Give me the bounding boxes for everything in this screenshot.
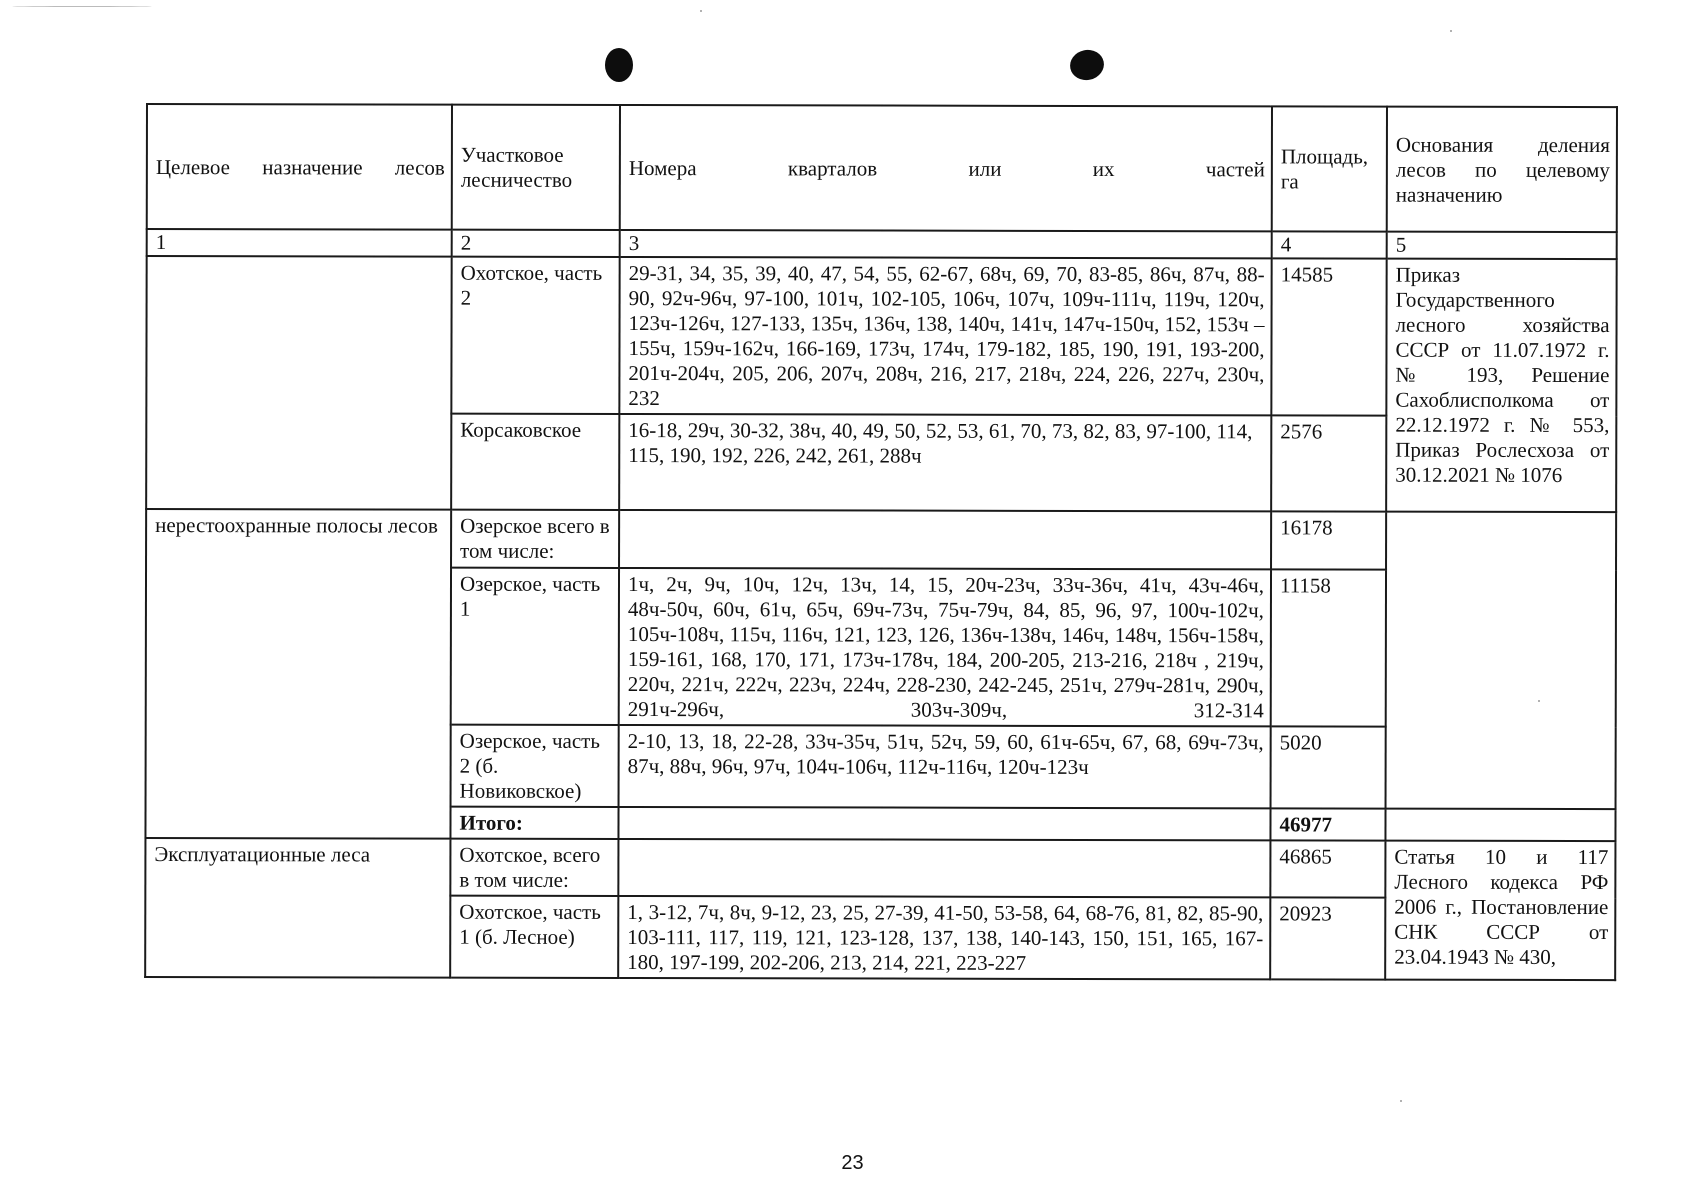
scan-speck [1450,30,1452,32]
page-number: 23 [841,1152,864,1174]
cell-area: 16178 [1271,511,1386,569]
cell-district: Озерское, часть 1 [451,568,619,725]
cell-basis: Приказ Государственного лесного хозяйства СССР от 11.07.1972 г. № 193, Решение Сахоблисполкома от 22.12.1972 г. № 553, Приказ Рослесхоза от 30.12.2021 № 1076 [1386,259,1617,512]
cell-basis: Статья 10 и 117 Лесного кодекса РФ 2006 г., Постановление СНК СССР от 23.04.1943 № 430, [1385,841,1615,980]
punch-hole-mark [605,48,633,82]
column-number-row [147,229,1617,259]
cell-purpose: Эксплуатационные леса [145,838,450,978]
cell-area: 46865 [1270,840,1385,897]
cell-purpose [146,256,452,510]
cell-quarters: 2-10, 13, 18, 22-28, 33ч-35ч, 51ч, 52ч, 59, 60, 61ч-65ч, 67, 68, 69ч-73ч, 87ч, 88ч, 96ч, 97ч, 104ч-106ч, 112ч-116ч, 120ч-123ч [619,725,1271,808]
cell-area: 5020 [1271,726,1386,808]
scan-speck [1400,1100,1402,1102]
cell-district: Озерское всего в том числе: [451,510,619,568]
cell-district: Озерское, часть 2 (б. Новиковское) [451,725,619,807]
cell-quarters [618,807,1270,840]
cell-quarters: 29-31, 34, 35, 39, 40, 47, 54, 55, 62-67, 68ч, 69, 70, 83-85, 86ч, 87ч, 88-90, 92ч-96ч, 97-100, 101ч, 102-105, 106ч, 107ч, 109ч-111ч, 119ч, 120ч, 123ч-126ч, 127-133, 135ч, 136ч, 138, 140ч, 141ч, 147ч-150ч, 152, 153ч – 155ч, 159ч-162ч, 166-169, 173ч, 174ч, 179-182, 185, 190, 191, 193-200, 201ч-204ч, 205, 206, 207ч, 208ч, 216, 217, 218ч, 224, 226, 227ч, 230ч, 232 [619,257,1271,415]
forest-purpose-table [144,103,1618,981]
cell-district: Охотское, часть 1 (б. Лесное) [450,896,618,978]
column-number: 2 [452,230,620,257]
cell-area: 14585 [1271,258,1386,415]
header-area: Площадь, га [1272,106,1387,231]
cell-total-area: 46977 [1270,808,1385,840]
column-number: 3 [620,230,1272,258]
cell-quarters: 1ч, 2ч, 9ч, 10ч, 12ч, 13ч, 14, 15, 20ч-23ч, 33ч-36ч, 41ч, 43ч-46ч, 48ч-50ч, 60ч, 61ч, 65ч, 69ч-73ч, 75ч-79ч, 84, 85, 96, 97, 100ч-102ч, 105ч-108ч, 115ч, 116ч, 121, 123, 126, 136ч-138ч, 146ч, 148ч, 156ч-158ч, 159-161, 168, 170, 171, 173ч-178ч, 184, 200-205, 213-216, 218ч , 219ч, 220ч, 221ч, 222ч, 223ч, 224ч, 228-230, 242-245, 251ч, 279ч-281ч, 290ч, 291ч-296ч, 303ч-309ч, 312-314 [619,568,1271,726]
header-quarters: Номера кварталов или их частей [620,105,1272,231]
punch-hole-mark [1067,47,1106,83]
cell-total-label: Итого: [450,807,618,839]
column-number: 4 [1272,231,1387,258]
scan-speck [700,10,702,12]
column-number: 1 [147,229,452,257]
cell-basis [1385,809,1615,841]
cell-basis [1386,512,1617,809]
cell-area: 11158 [1271,569,1386,726]
cell-quarters [619,510,1271,569]
table-row [146,509,1616,570]
cell-quarters [618,839,1270,897]
cell-area: 20923 [1270,897,1385,979]
cell-quarters: 1, 3-12, 7ч, 8ч, 9-12, 23, 25, 27-39, 41-50, 53-58, 64, 68-76, 81, 82, 85-90, 103-111, 117, 119, 121, 123-128, 137, 138, 140-143, 150, 151, 165, 167-180, 197-199, 202-206, 213, 214, 221, 223-227 [618,896,1270,979]
table-row [146,256,1616,416]
cell-quarters: 16-18, 29ч, 30-32, 38ч, 40, 49, 50, 52, 53, 61, 70, 73, 82, 83, 97-100, 114, 115, 190, 192, 226, 242, 261, 288ч [619,414,1271,511]
header-basis: Основания деления лесов по целевому назначению [1387,107,1617,232]
cell-area: 2576 [1271,415,1386,511]
scan-speck [12,6,152,7]
header-purpose: Целевое назначение лесов [147,104,452,230]
cell-district: Охотское, всего в том числе: [450,839,618,896]
table-row [145,838,1615,898]
cell-district: Охотское, часть 2 [451,257,619,414]
table-header-row [147,104,1617,232]
forest-purpose-table-wrapper [144,103,1616,981]
cell-purpose: нерестоохранные полосы лесов [145,509,451,839]
header-district: Участковое лесничество [452,105,620,230]
column-number: 5 [1387,232,1617,259]
cell-district: Корсаковское [451,414,619,510]
